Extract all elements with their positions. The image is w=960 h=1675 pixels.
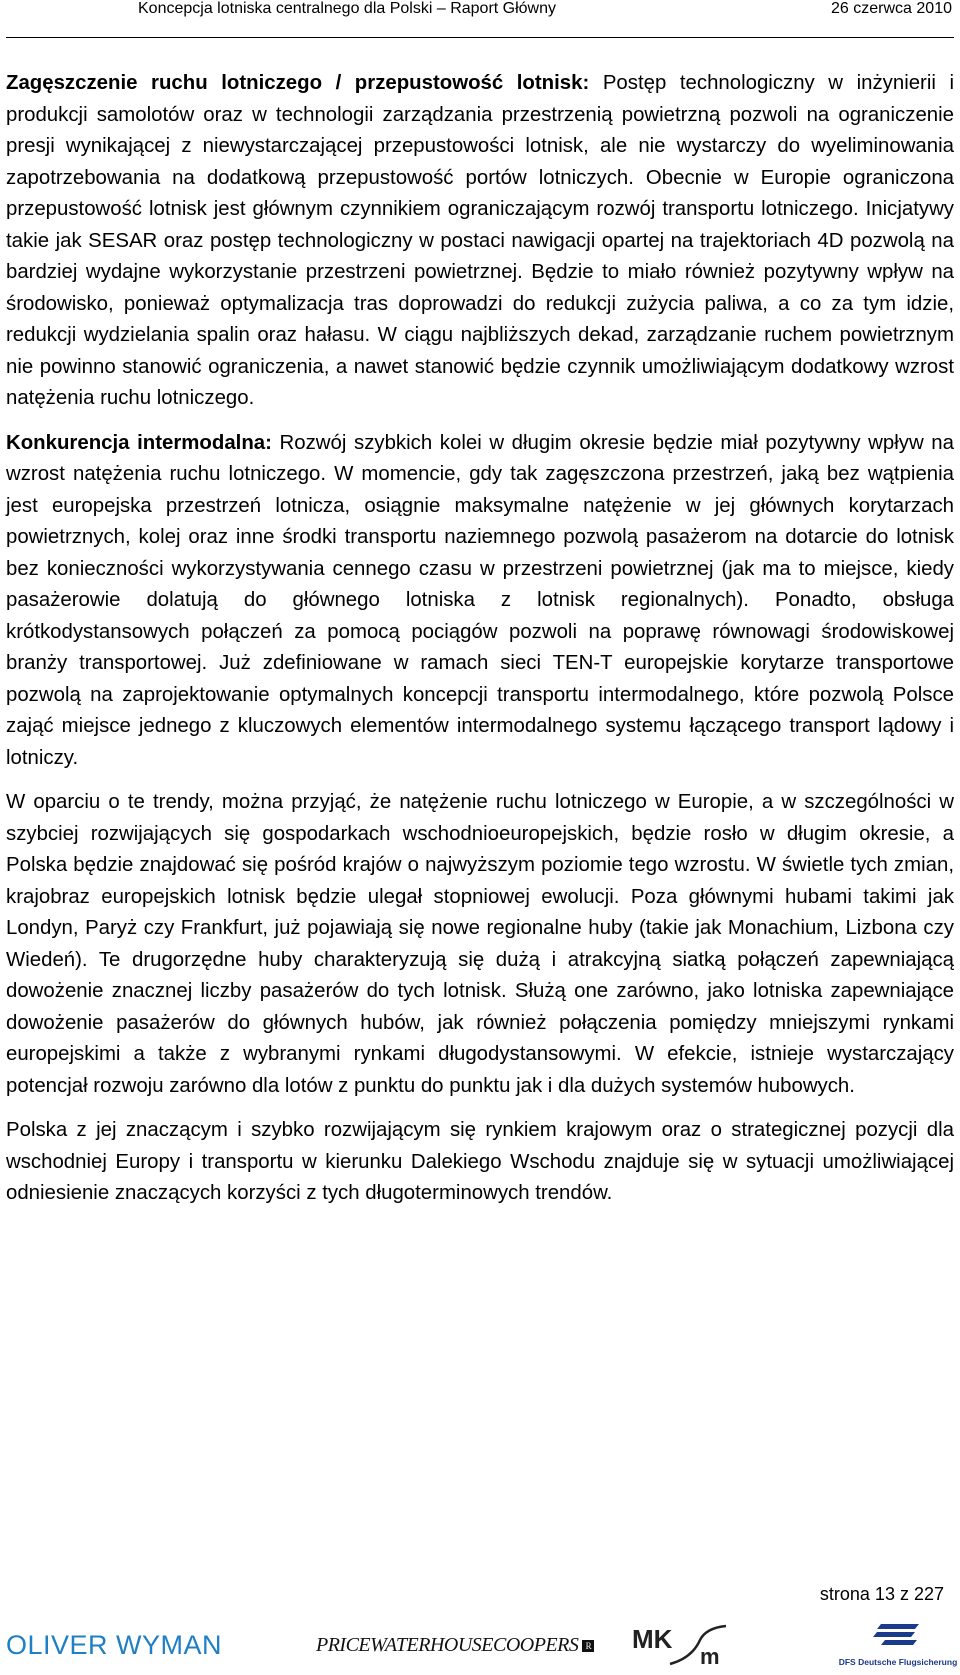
mkm-logo-graphic [630, 1618, 740, 1670]
dfs-logo [838, 1620, 958, 1667]
page-number: strona 13 z 227 [819, 1584, 944, 1604]
paragraph-intermodal [6, 428, 954, 775]
mkm-logo [630, 1618, 740, 1675]
svg-text:m: m [700, 1644, 720, 1669]
dfs-logo-graphic [871, 1620, 925, 1652]
document-title: Koncepcja lotniska centralnego dla Polski – Raport Główny [138, 0, 557, 17]
paragraph-text: W oparciu o te trendy, można przyjąć, że natężenie ruchu lotniczego w Europie, a w szczególności w szybciej rozwijających się gospodarkach wschodnioeuropejskich, będzie rosło w długim okresie, a Polska będzie znajdować się pośród krajów o najwyższym poziomie tego wzrostu. W świetle tych zmian, krajobraz europejskich lotnisk będzie ulegał stopniowej ewolucji. Poza głównymi hubami takimi jak Londyn, Paryż czy Frankfurt, już pojawiają się nowe regionalne huby (takie jak Monachium, Lizbona czy Wiedeń). Te drugorzędne huby charakteryzują się dużą i atrakcyjną siatką połączeń zapewniającą dowożenie znacznej liczby pasażerów do tych lotnisk. Służą one zarówno, jako lotniska zapewniające dowożenie pasażerów do głównych hubów, jak również połączenia pomiędzy mniejszymi rynkami europejskimi a także z wybranymi rynkami długodystansowymi. W efekcie, istnieje wystarczający potencjał rozwoju zarówno dla lotów z punktu do punktu jak i dla dużych systemów hubowych. [6, 791, 954, 1097]
registered-mark-icon: R [582, 1640, 594, 1652]
document-body [6, 68, 954, 1223]
footer-logos [0, 1616, 960, 1670]
paragraph-lead: Zagęszczenie ruchu lotniczego / przepustowość lotnisk: [6, 72, 590, 94]
dfs-logo-text: DFS Deutsche Flugsicherung [838, 1657, 958, 1667]
header-divider [6, 37, 954, 38]
paragraph-text: Rozwój szybkich kolei w długim okresie będzie miał pozytywny wpływ na wzrost natężenia ruchu lotniczego. W momencie, gdy tak zagęszczona przestrzeń, jaką bez wątpienia jest europejska przestrzeń lotnicza, osiągnie maksymalne natężenie w jej głównych korytarzach powietrznych, kolej oraz inne środki transportu naziemnego pozwolą pasażerom na dotarcie do lotnisk bez konieczności wykorzystywania cennego czasu w przestrzeni powietrznej (jak ma to miejsce, kiedy pasażerowie dolatują do głównego lotniska z lotnisk regionalnych). Ponadto, obsługa krótkodystansowych połączeń za pomocą pociągów pozwoli na poprawę równowagi środowiskowej branży transportowej. Już zdefiniowane w ramach sieci TEN-T europejskie korytarze transportowe pozwolą na zaprojektowanie optymalnych koncepcji transportu intermodalnego, które pozwolą Polsce zająć miejsce jednego z kluczowych elementów intermodalnego systemu łączącego transport lądowy i lotniczy. [6, 431, 954, 769]
paragraph-poland [6, 1115, 954, 1210]
paragraph-text: Postęp technologiczny w inżynierii i produkcji samolotów oraz w technologii zarządzania przestrzenią powietrzną pozwoli na ograniczenie presji wynikającej z niewystarczającej przepustowości lotnisk, ale nie wystarczy do wyeliminowania zapotrzebowania na dodatkową przepustowość portów lotniczych. Obecnie w Europie ograniczona przepustowość lotnisk jest głównym czynnikiem ograniczającym rozwój transportu lotniczego. Inicjatywy takie jak SESAR oraz postęp technologiczny w postaci nawigacji opartej na trajektoriach 4D pozwolą na bardziej wydajne wykorzystanie przestrzeni powietrznej. Będzie to miało również pozytywny wpływ na środowisko, ponieważ optymalizacja tras doprowadzi do redukcji zużycia paliwa, a co za tym idzie, redukcji wydzielania spalin oraz hałasu. W ciągu najbliższych dekad, zarządzanie ruchem powietrznym nie powinno stanowić ograniczenia, a nawet stanowić będzie czynnik umożliwiającym dodatkowy wzrost natężenia ruchu lotniczego. [6, 72, 954, 409]
page-header [0, 0, 960, 36]
paragraph-lead: Konkurencja intermodalna: [6, 431, 272, 454]
paragraph-text: Polska z jej znaczącym i szybko rozwijającym się rynkiem krajowym oraz o strategicznej pozycji dla wschodniej Europy i transportu w kierunku Dalekiego Wschodu znajduje się w sytuacji umożliwiającej odniesienie znaczących korzyści z tych długoterminowych trendów. [6, 1119, 954, 1204]
paragraph-trends [6, 787, 954, 1102]
svg-text:MK: MK [632, 1624, 673, 1654]
pwc-logo-text: PRICEWATERHOUSECOOPERS [316, 1634, 579, 1656]
paragraph-airport-capacity [6, 68, 954, 415]
pwc-logo [316, 1634, 594, 1657]
oliver-wyman-logo: OLIVER WYMAN [6, 1630, 223, 1660]
document-date: 26 czerwca 2010 [831, 0, 952, 17]
